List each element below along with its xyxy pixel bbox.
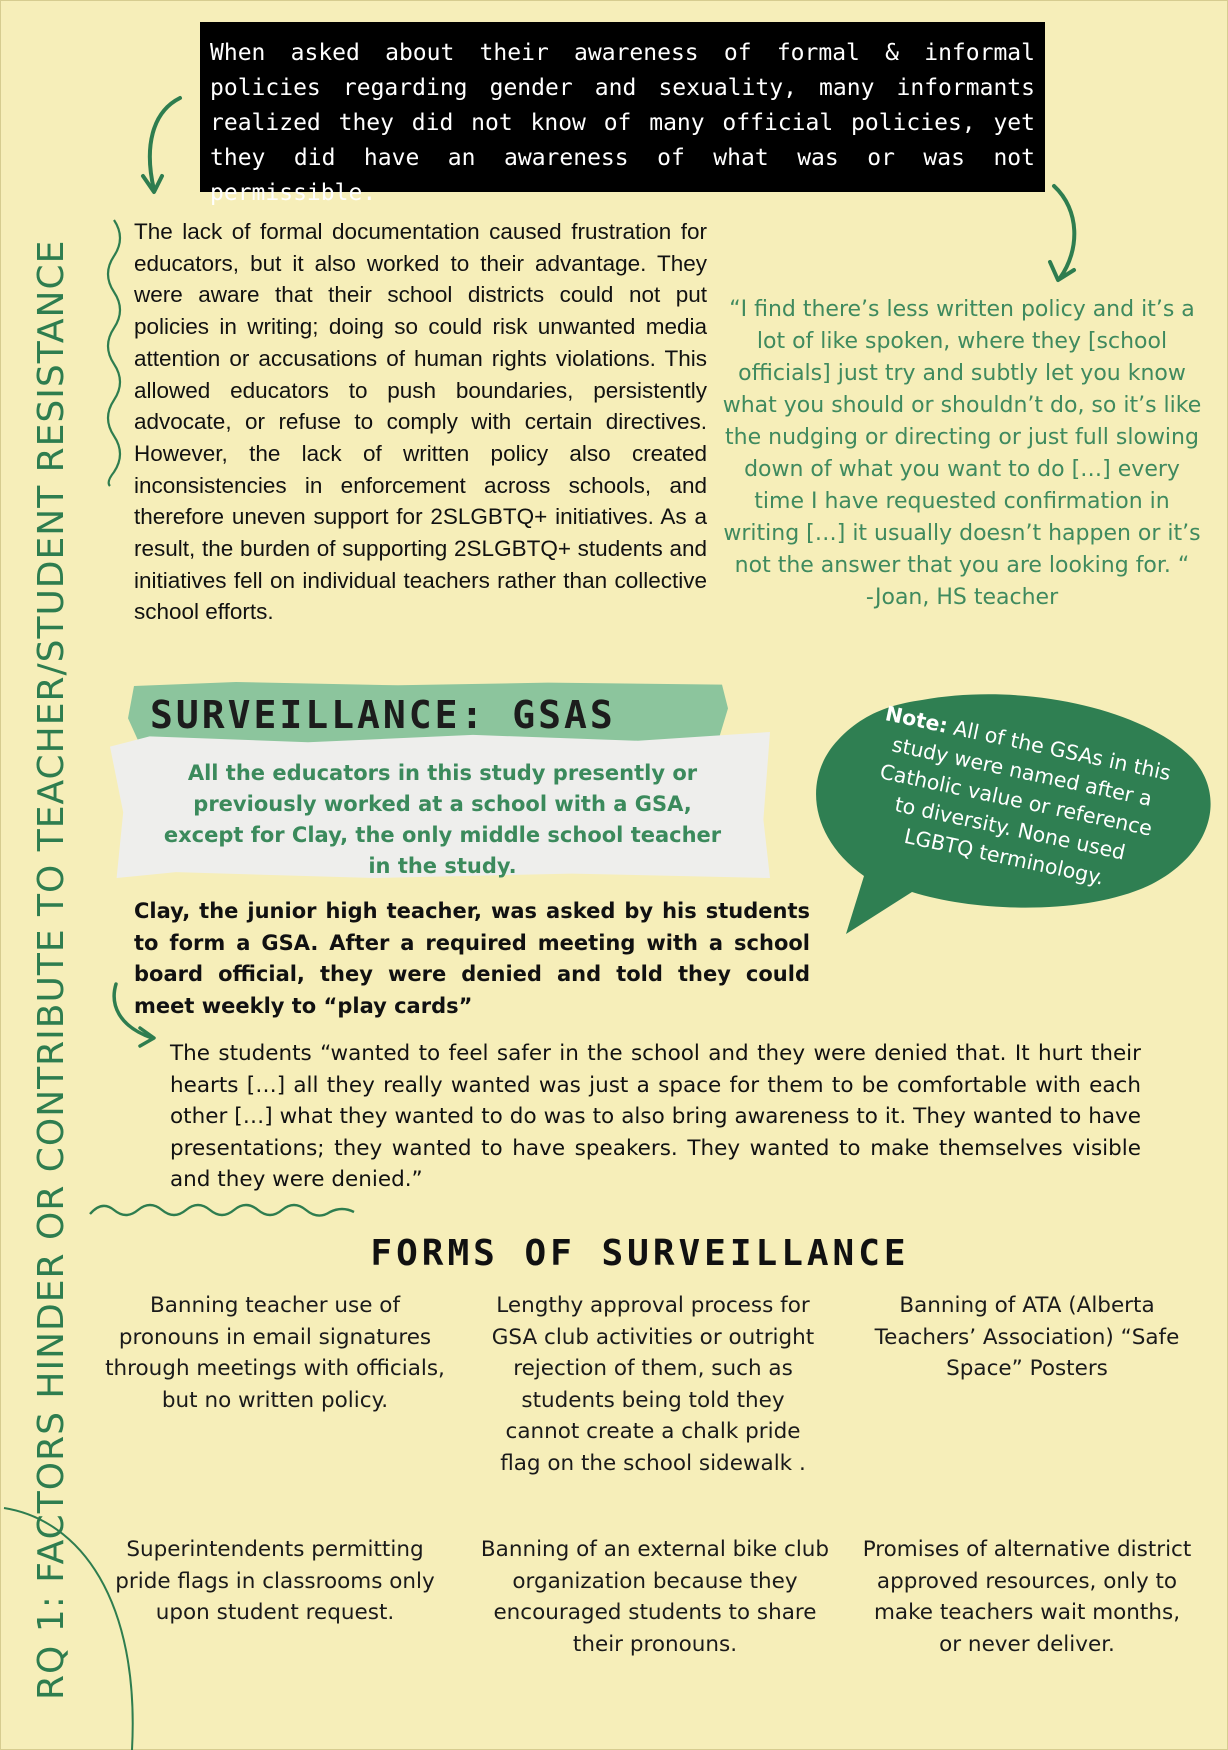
wavy-line-decoration [96,218,136,488]
clay-quote: The students “wanted to feel safer in the school and they were denied that. It hurt their hearts […] all they really wanted was just a space for them to be comfortable with each other […] what they wanted to do was to also bring awareness to it. They wanted to have presentations; they wanted to have speakers. They wanted to make themselves visible and they were denied.” [170,1041,1141,1192]
gsa-note-text: All the educators in this study presently or previously worked at a school with a GSA, except for Clay, the only middle school teacher in the study. [163,761,722,878]
joan-quote [716,294,1208,614]
gsa-section-heading: SURVEILLANCE: GSAS [150,693,616,737]
curved-arrow-icon [108,982,164,1050]
surveillance-form-item: Banning teacher use of pronouns in email signatures through meetings with officials, but no written policy. [105,1293,445,1413]
clay-paragraph: Clay, the junior high teacher, was asked by his students to form a GSA. After a required meeting with a school board official, they were denied and told they could meet weekly to “play cards” [134,899,810,1018]
surveillance-form-item: Lengthy approval process for GSA club activities or outright rejection of them, such as students being told they cannot create a chalk pride flag on the school sidewalk . [491,1293,815,1476]
curved-arrow-icon [1030,180,1090,290]
squiggle-divider [88,1198,358,1222]
forms-heading: FORMS OF SURVEILLANCE [370,1233,910,1274]
joan-quote-text: “I find there’s less written policy and it’s a lot of like spoken, where they [school officials] just try and subtly let you know what you should or shouldn’t do, so it’s like the nudging or directing or just full slowing down of what you want to do […] every time I have requested confirmation in writing […] it usually doesn’t happen or it’s not the answer that you are looking for. “ [722,297,1202,578]
surveillance-form-item: Banning of ATA (Alberta Teachers’ Association) “Safe Space” Posters [874,1293,1180,1381]
bubble-note-text: All of the GSAs in this study were named after a Catholic value or reference to diversity. None used LGBTQ terminology. [877,715,1174,890]
bubble-note-label: Note: [883,701,951,738]
curved-arrow-icon [130,92,190,202]
body-paragraph: The lack of formal documentation caused frustration for educators, but it also worked to their advantage. They were aware that their school districts could not put policies in writing; doing so could risk unwanted media attention or accusations of human rights violations. This allowed educators to push boundaries, persistently advocate, or refuse to comply with certain directives. However, the lack of written policy also created inconsistencies in enforcement across schools, and therefore uneven support for 2SLGBTQ+ initiatives. As a result, the burden of supporting 2SLGBTQ+ students and initiatives fell on individual teachers rather than collective school efforts. [134,219,707,625]
surveillance-form-item: Banning of an external bike club organization because they encouraged students to share their pronouns. [480,1537,830,1657]
surveillance-form-item: Superintendents permitting pride flags in classrooms only upon student request. [115,1537,435,1625]
surveillance-form-item: Promises of alternative district approved resources, only to make teachers wait months, or never deliver. [862,1537,1192,1657]
side-title: RQ 1: FACTORS HINDER OR CONTRIBUTE TO TEACHER/STUDENT RESISTANCE [31,239,72,1700]
joan-quote-attribution: -Joan, HS teacher [865,585,1059,610]
intro-box: When asked about their awareness of formal & informal policies regarding gender and sexuality, many informants realized they did not know of many official policies, yet they did have an awareness of what was or was not permissible. [200,22,1045,192]
